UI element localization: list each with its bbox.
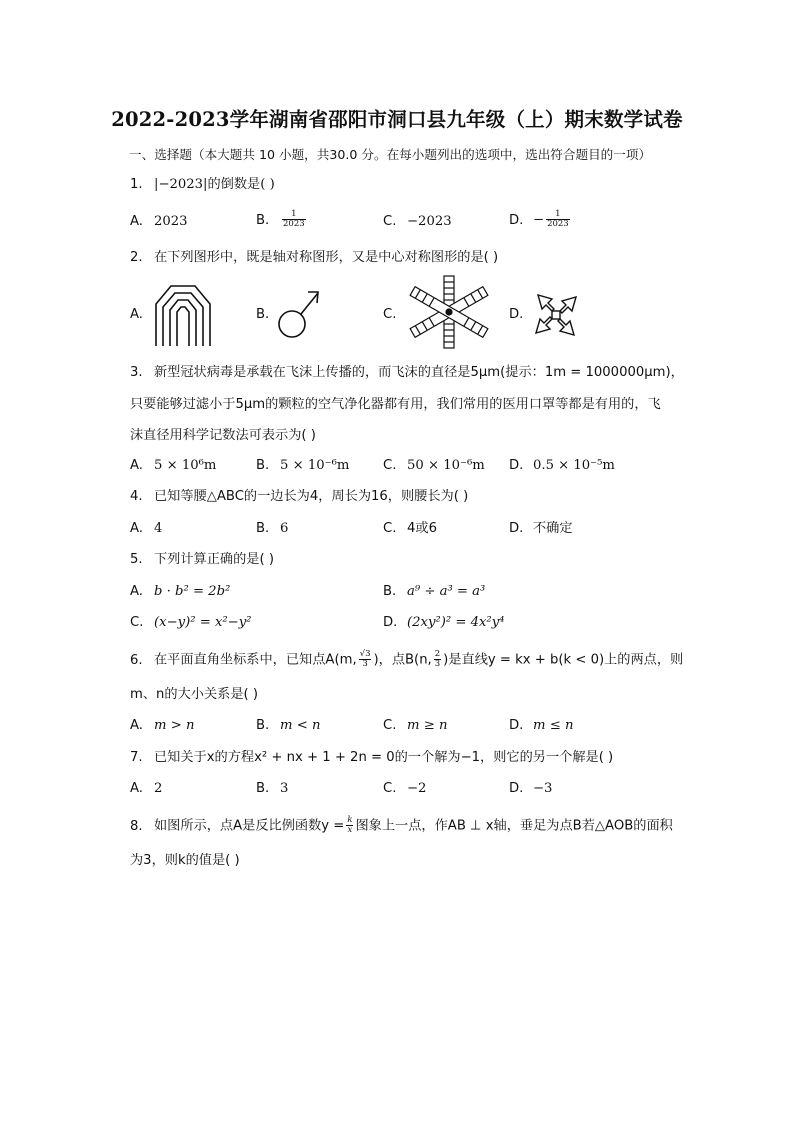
q7-option-d: D. −3 (509, 781, 553, 796)
q3-option-a: A. 5 × 10⁶m (130, 458, 217, 473)
question-1 (130, 176, 275, 194)
question-3-line-3: 沫直径用科学记数法可表示为( ) (130, 428, 316, 443)
question-7: 7. 已知关于x的方程x² + nx + 1 + 2n = 0的一个解为−1，则它的另一个解是( ) (130, 750, 614, 765)
q4-option-b: B. 6 (256, 521, 289, 536)
q3-option-d: D. 0.5 × 10⁻⁵m (509, 458, 615, 473)
question-number: 1. (130, 177, 143, 192)
q5-option-d: D. (2xy²)² = 4x²y⁴ (383, 615, 505, 630)
section-heading: 一、选择题（本大题共 10 小题，共30.0 分。在每小题列出的选项中，选出符合题目的一项） (129, 147, 652, 162)
q3-option-c: C. 50 × 10⁻⁶m (383, 458, 485, 473)
question-3-line-1: 3. 新型冠状病毒是承载在飞沫上传播的，而飞沫的直径是5μm(提示：1m = 1000000μm)， (130, 365, 684, 380)
q2-option-a-label: A. (130, 307, 143, 322)
question-6-line-1: 6. 在平面直角坐标系中，已知点A(m, $\frac{√3}{3}$ )，点B(n, $\frac{2}{3}$ )是直线y = kx + b(k < 0)上的两点，则 (130, 649, 684, 669)
q6-option-d: D. m ≤ n (509, 718, 574, 733)
q4-option-c: C. 4或6 (383, 521, 437, 536)
four-arrow-pinwheel-figure (530, 290, 582, 340)
question-4: 4. 已知等腰△ABC的一边长为4，周长为16，则腰长为( ) (130, 489, 469, 504)
q5-option-c: C. (x−y)² = x²−y² (130, 615, 252, 630)
q7-option-b: B. 3 (256, 781, 289, 796)
q1-option-d: D. − $\frac{1}{2023}$ (509, 209, 569, 229)
q2-option-d-label: D. (509, 307, 524, 322)
nested-house-outline-figure (150, 278, 216, 348)
q6-option-b: B. m < n (256, 718, 321, 733)
question-3-line-2: 只要能够过滤小于5μm的颗粒的空气净化器都有用，我们常用的医用口罩等都是有用的，飞 (130, 397, 661, 412)
question-8-line-2: 为3，则k的值是( ) (130, 853, 240, 868)
question-2: 2. 在下列图形中，既是轴对称图形，又是中心对称图形的是( ) (130, 250, 499, 265)
q2-option-b-label: B. (256, 307, 270, 322)
question-text: |−2023|的倒数是( ) (154, 177, 275, 192)
q4-option-d: D. 不确定 (509, 521, 573, 536)
q1-option-b: B. $\frac{1}{2023}$ (256, 209, 305, 229)
six-arm-ladder-star-figure (404, 275, 494, 349)
q3-option-b: B. 5 × 10⁻⁶m (256, 458, 350, 473)
q1-option-c: C. −2023 (383, 214, 452, 229)
q5-option-b: B. a⁹ ÷ a³ = a³ (383, 584, 486, 599)
q5-option-a: A. b · b² = 2b² (130, 584, 231, 599)
question-5: 5. 下列计算正确的是( ) (130, 552, 274, 567)
q1-option-a: A. 2023 (130, 214, 188, 229)
q7-option-a: A. 2 (130, 781, 163, 796)
q2-option-c-label: C. (383, 307, 397, 322)
q6-option-a: A. m > n (130, 718, 195, 733)
q6-option-c: C. m ≥ n (383, 718, 448, 733)
question-6-line-2: m、n的大小关系是( ) (130, 687, 258, 702)
exam-title: 2022-2023学年湖南省邵阳市洞口县九年级（上）期末数学试卷 (111, 108, 683, 131)
q7-option-c: C. −2 (383, 781, 427, 796)
question-8-line-1: 8. 如图所示，点A是反比例函数y = $\frac{k}{x}$ 图象上一点，作AB ⊥ x轴，垂足为点B若△AOB的面积 (130, 815, 673, 835)
mars-symbol-figure (276, 286, 324, 342)
q4-option-a: A. 4 (130, 521, 163, 536)
